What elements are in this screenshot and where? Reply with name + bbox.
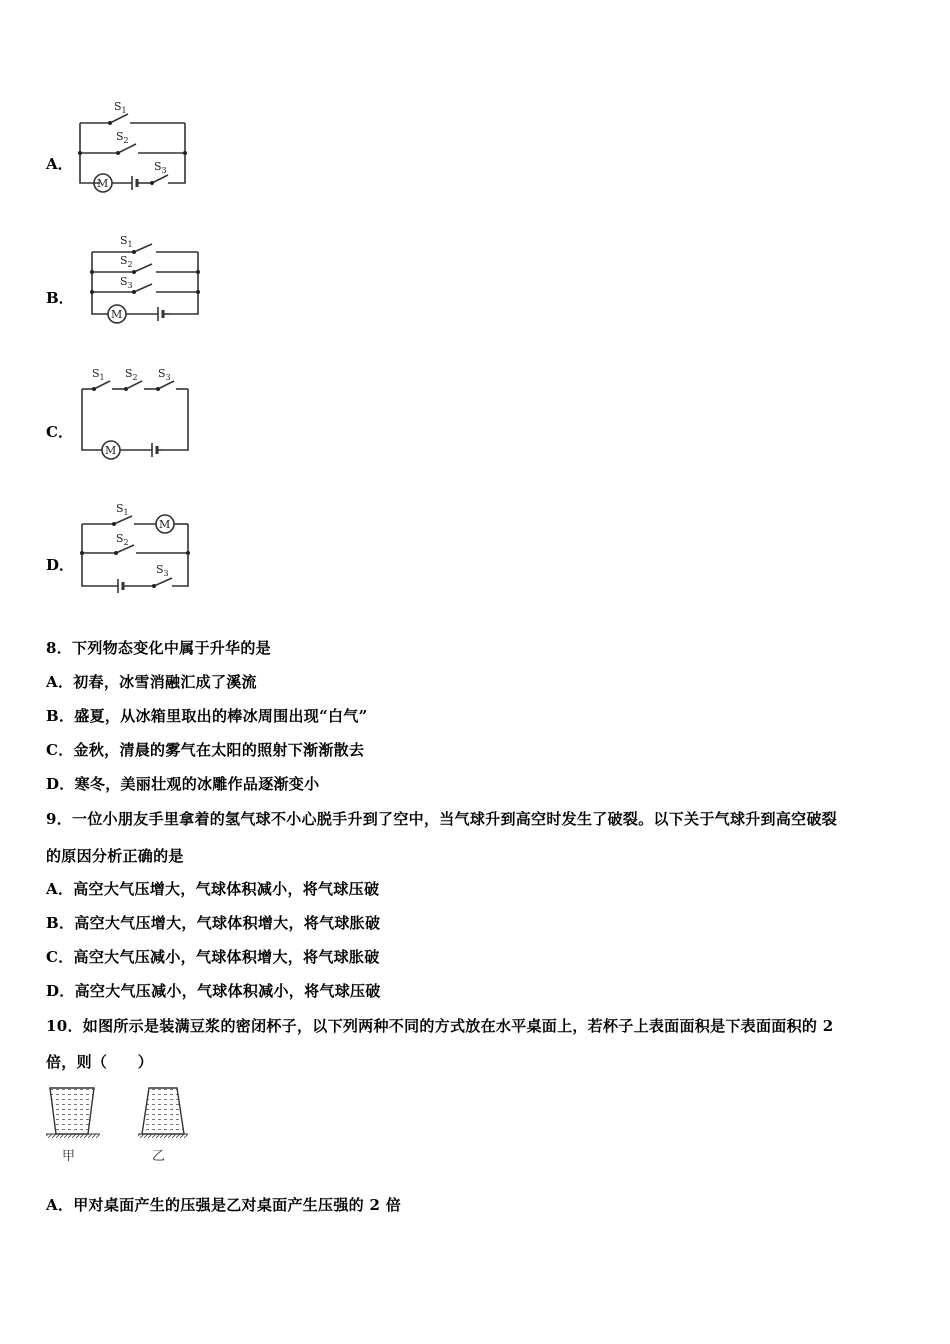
s2-label: $S_2$: [125, 367, 138, 382]
s3-label: $S_3$: [156, 563, 169, 578]
option-d-label: D．: [46, 556, 75, 574]
s3-label: $S_3$: [154, 160, 167, 175]
label-jia: 甲: [62, 1149, 76, 1164]
s2-label: $S_2$: [116, 532, 129, 547]
q10-option-a[interactable]: A．甲对桌面产生的压强是乙对桌面产生压强的 2 倍: [46, 1196, 402, 1214]
cup-figure: [44, 1082, 194, 1170]
motor-label: M: [97, 177, 109, 190]
s2-label: $S_2$: [116, 130, 129, 145]
motor-label: M: [159, 518, 171, 531]
q9-option-c[interactable]: C．高空大气压减小，气球体积增大，将气球胀破: [46, 948, 380, 966]
cup-yi: [138, 1088, 188, 1138]
s2-label: $S_2$: [120, 254, 133, 269]
circuit-diagram-b: [70, 232, 220, 332]
s1-label: $S_1$: [120, 234, 133, 249]
q9-option-a[interactable]: A．高空大气压增大，气球体积减小，将气球压破: [46, 880, 380, 898]
q8-option-d[interactable]: D．寒冬，美丽壮观的冰雕作品逐渐变小: [46, 775, 320, 793]
circuit-diagram-a: [70, 98, 220, 198]
option-b-label: B．: [46, 289, 74, 307]
q8-option-c[interactable]: C．金秋，清晨的雾气在太阳的照射下渐渐散去: [46, 741, 365, 759]
q9-option-d[interactable]: D．高空大气压减小，气球体积减小，将气球压破: [46, 982, 381, 1000]
q8-option-b[interactable]: B．盛夏，从冰箱里取出的棒冰周围出现“白气”: [46, 707, 368, 725]
q10-stem-line2: 倍，则（ ）: [46, 1053, 154, 1071]
option-a-label: A．: [46, 155, 73, 173]
s3-label: $S_3$: [158, 367, 171, 382]
circuit-diagram-c: [70, 364, 220, 464]
option-c-label: C．: [46, 423, 73, 441]
q9-stem-line1: 9．一位小朋友手里拿着的氢气球不小心脱手升到了空中，当气球升到高空时发生了破裂。以下关于气球升到高空破裂: [46, 810, 838, 828]
motor-label: M: [105, 444, 117, 457]
q10-stem-line1: 10．如图所示是装满豆浆的密闭杯子，以下列两种不同的方式放在水平桌面上，若杯子上表面面积是下表面面积的 2: [46, 1017, 834, 1035]
s1-label: $S_1$: [116, 502, 129, 517]
cup-jia: [46, 1088, 100, 1138]
circuit-diagram-d: [70, 500, 220, 600]
q8-stem: 8．下列物态变化中属于升华的是: [46, 639, 271, 657]
motor-label: M: [111, 308, 123, 321]
label-yi: 乙: [152, 1149, 166, 1164]
q9-stem-line2: 的原因分析正确的是: [46, 847, 184, 865]
q8-option-a[interactable]: A．初春，冰雪消融汇成了溪流: [46, 673, 257, 691]
s1-label: $S_1$: [114, 100, 127, 115]
s3-label: $S_3$: [120, 275, 133, 290]
q9-option-b[interactable]: B．高空大气压增大，气球体积增大，将气球胀破: [46, 914, 381, 932]
s1-label: $S_1$: [92, 367, 105, 382]
